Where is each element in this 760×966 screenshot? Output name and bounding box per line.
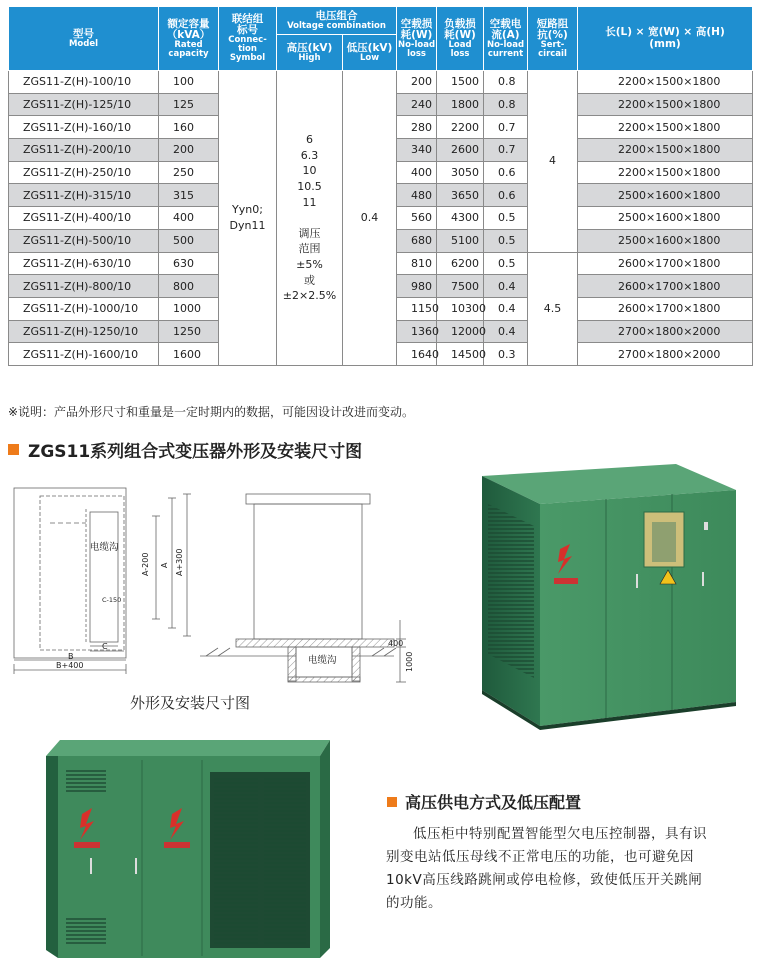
dim-b400-label: B+400 (56, 661, 84, 670)
dim-c150-label: C-150 (102, 596, 122, 604)
cell-noload-loss: 1640 (397, 343, 437, 366)
sub-section-title-text: 高压供电方式及低压配置 (405, 793, 582, 812)
cell-noload-loss: 400 (397, 161, 437, 184)
spec-table (8, 6, 753, 366)
cell-noload-loss: 680 (397, 229, 437, 252)
cell-noload-current: 0.5 (484, 229, 528, 252)
dim-a300-label: A+300 (175, 548, 184, 576)
cell-noload-current: 0.8 (484, 71, 528, 94)
plan-trench-rect (90, 512, 118, 642)
cell-capacity: 315 (159, 184, 219, 207)
cell-noload-loss: 1150 (397, 297, 437, 320)
cell-model: ZGS11-Z(H)-500/10 (9, 229, 159, 252)
col-header-capacity: 额定容量 （kVA） Rated capacity (159, 7, 219, 71)
cell-noload-loss: 1360 (397, 320, 437, 343)
cell-dimensions: 2600×1700×1800 (578, 252, 753, 275)
cell-noload-current: 0.5 (484, 252, 528, 275)
cell-model: ZGS11-Z(H)-250/10 (9, 161, 159, 184)
cell-symbol: Yyn0; Dyn11 (219, 71, 277, 366)
cell-noload-loss: 240 (397, 93, 437, 116)
elevation-body (254, 504, 362, 639)
cell-noload-loss: 560 (397, 207, 437, 230)
cell-impedance: 4.5 (528, 252, 578, 365)
section-title-text: ZGS11系列组合式变压器外形及安装尺寸图 (28, 442, 363, 462)
cell-capacity: 160 (159, 116, 219, 139)
col-header-model: 型号 Model (9, 7, 159, 71)
cell-dimensions: 2500×1600×1800 (578, 229, 753, 252)
cell-dimensions: 2200×1500×1800 (578, 161, 753, 184)
cabinet-photo-top (474, 464, 756, 732)
cell-noload-loss: 980 (397, 275, 437, 298)
col-header-low: 低压(kV) Low (343, 35, 397, 71)
cell-noload-loss: 480 (397, 184, 437, 207)
cell-noload-current: 0.6 (484, 184, 528, 207)
cell-noload-current: 0.5 (484, 207, 528, 230)
cell-dimensions: 2500×1600×1800 (578, 207, 753, 230)
cell-load-loss: 4300 (437, 207, 484, 230)
col-header-impedance: 短路阻 抗(%) Sert- circail (528, 7, 578, 71)
cell-noload-current: 0.6 (484, 161, 528, 184)
dim-b-label: B (68, 652, 74, 661)
cell-noload-loss: 200 (397, 71, 437, 94)
cell-high-voltage: 6 6.3 10 10.5 11 调压 范围 ±5% 或 ±2×2.5% (277, 71, 343, 366)
dim-c-label: C (102, 642, 108, 651)
cell-capacity: 1000 (159, 297, 219, 320)
cell-model: ZGS11-Z(H)-400/10 (9, 207, 159, 230)
cell-capacity: 630 (159, 252, 219, 275)
plan-dashed-frame (40, 496, 124, 650)
cell-dimensions: 2200×1500×1800 (578, 116, 753, 139)
dim-a200-label: A-200 (141, 552, 150, 576)
cell-load-loss: 3650 (437, 184, 484, 207)
bullet-square-icon (8, 444, 19, 455)
cell-noload-current: 0.4 (484, 320, 528, 343)
cell-model: ZGS11-Z(H)-1000/10 (9, 297, 159, 320)
col-header-load-loss: 负载损 耗(W) Load loss (437, 7, 484, 71)
cell-model: ZGS11-Z(H)-160/10 (9, 116, 159, 139)
cell-noload-current: 0.3 (484, 343, 528, 366)
plan-outer-frame (14, 488, 126, 658)
install-dimension-drawing (6, 476, 416, 691)
cell-noload-current: 0.8 (484, 93, 528, 116)
cell-dimensions: 2500×1600×1800 (578, 184, 753, 207)
cell-load-loss: 5100 (437, 229, 484, 252)
cell-dimensions: 2700×1800×2000 (578, 343, 753, 366)
plan-trench-label: 电缆沟 (90, 542, 119, 553)
cell-load-loss: 2200 (437, 116, 484, 139)
elevation-trench-label: 电缆沟 (308, 655, 337, 666)
col-header-high: 高压(kV) High (277, 35, 343, 71)
table-row (9, 71, 753, 94)
cell-capacity: 125 (159, 93, 219, 116)
cell-load-loss: 3050 (437, 161, 484, 184)
cell-load-loss: 10300 (437, 297, 484, 320)
cell-load-loss: 1500 (437, 71, 484, 94)
cell-noload-current: 0.7 (484, 116, 528, 139)
col-header-dimensions: 长(L) × 宽(W) × 高(H) (mm) (578, 7, 753, 71)
col-header-noload-loss: 空载损 耗(W) No-load loss (397, 7, 437, 71)
cell-load-loss: 2600 (437, 139, 484, 162)
cell-model: ZGS11-Z(H)-1250/10 (9, 320, 159, 343)
elevation-roof (246, 494, 370, 504)
col-header-voltage: 电压组合 Voltage combination (277, 7, 397, 35)
cell-capacity: 500 (159, 229, 219, 252)
body-paragraph: 低压柜中特别配置智能型欠电压控制器，具有识别变电站低压母线不正常电压的功能，也可避免因10kV高压线路跳闸或停电检修，致使低压开关跳闸的功能。 (386, 826, 707, 911)
cell-dimensions: 2200×1500×1800 (578, 71, 753, 94)
dim-a-label: A (160, 562, 169, 568)
cell-load-loss: 7500 (437, 275, 484, 298)
cell-model: ZGS11-Z(H)-800/10 (9, 275, 159, 298)
cell-impedance: 4 (528, 71, 578, 253)
cell-model: ZGS11-Z(H)-315/10 (9, 184, 159, 207)
cell-model: ZGS11-Z(H)-125/10 (9, 93, 159, 116)
cell-capacity: 1250 (159, 320, 219, 343)
col-header-noload-current: 空载电 流(A) No-load current (484, 7, 528, 71)
dim-400-label: 400 (388, 639, 404, 648)
cell-low-voltage: 0.4 (343, 71, 397, 366)
cell-dimensions: 2700×1800×2000 (578, 320, 753, 343)
cell-model: ZGS11-Z(H)-100/10 (9, 71, 159, 94)
spec-body (9, 71, 753, 366)
cell-model: ZGS11-Z(H)-1600/10 (9, 343, 159, 366)
cell-load-loss: 12000 (437, 320, 484, 343)
cell-noload-current: 0.4 (484, 275, 528, 298)
cell-dimensions: 2600×1700×1800 (578, 297, 753, 320)
sub-section-title (387, 790, 581, 813)
cell-model: ZGS11-Z(H)-630/10 (9, 252, 159, 275)
drawing-caption: 外形及安装尺寸图 (130, 694, 251, 712)
cell-noload-loss: 280 (397, 116, 437, 139)
cell-load-loss: 6200 (437, 252, 484, 275)
cell-capacity: 1600 (159, 343, 219, 366)
cell-noload-loss: 340 (397, 139, 437, 162)
section-title (8, 437, 362, 462)
col-header-symbol: 联结组 标号 Connec- tion Symbol (219, 7, 277, 71)
cell-load-loss: 14500 (437, 343, 484, 366)
bullet-square-icon (387, 797, 397, 807)
dim-1000-label: 1000 (405, 651, 414, 672)
cell-dimensions: 2600×1700×1800 (578, 275, 753, 298)
cabinet-photo-bottom (42, 738, 334, 960)
cell-capacity: 200 (159, 139, 219, 162)
note-text: ※说明：产品外形尺寸和重量是一定时期内的数据，可能因设计改进而变动。 (8, 405, 415, 419)
cell-noload-current: 0.4 (484, 297, 528, 320)
cell-dimensions: 2200×1500×1800 (578, 93, 753, 116)
cell-dimensions: 2200×1500×1800 (578, 139, 753, 162)
cell-capacity: 400 (159, 207, 219, 230)
cell-load-loss: 1800 (437, 93, 484, 116)
cell-model: ZGS11-Z(H)-200/10 (9, 139, 159, 162)
cell-noload-loss: 810 (397, 252, 437, 275)
cell-capacity: 250 (159, 161, 219, 184)
cell-capacity: 100 (159, 71, 219, 94)
cell-capacity: 800 (159, 275, 219, 298)
cell-noload-current: 0.7 (484, 139, 528, 162)
